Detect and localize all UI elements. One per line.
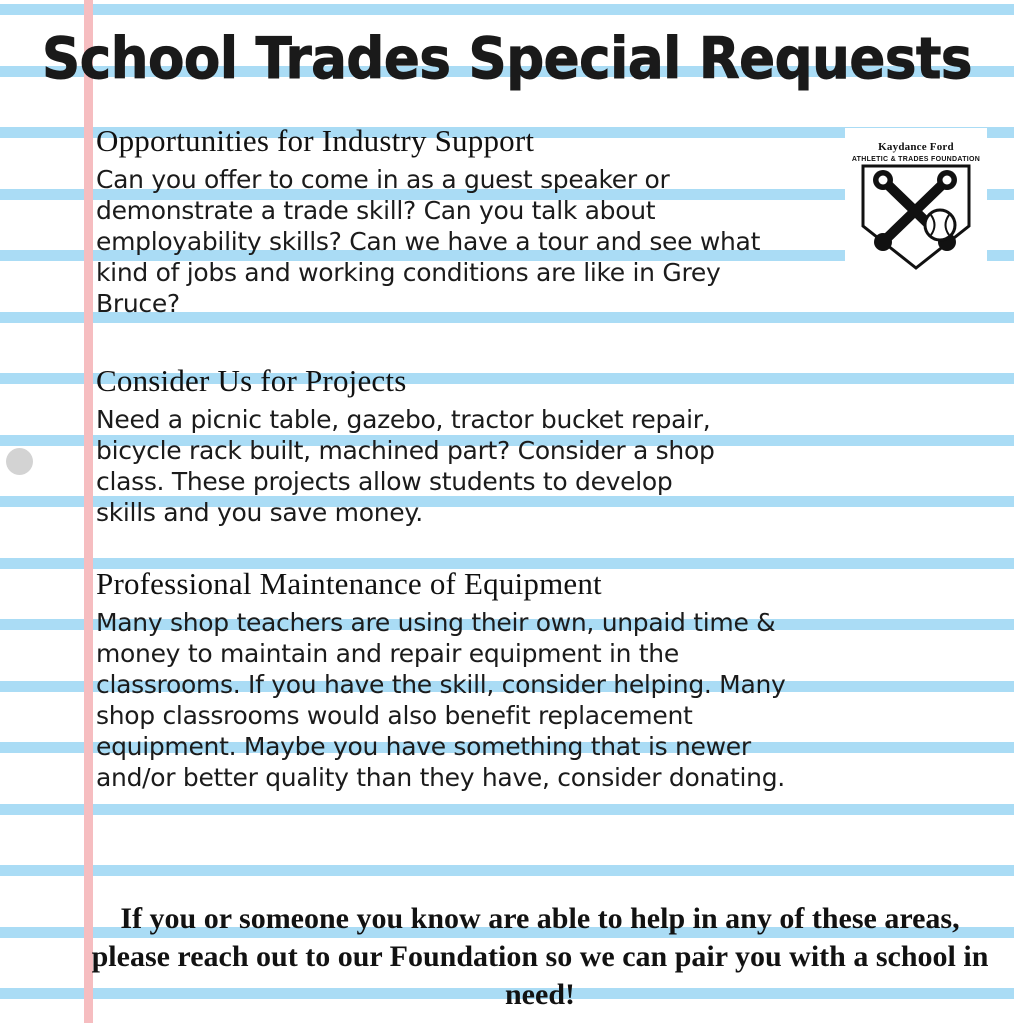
page-title: School Trades Special Requests [42, 26, 972, 92]
foundation-logo [845, 128, 987, 284]
section-body: Can you offer to come in as a guest speaker or demonstrate a trade skill? Can you talk about employability skills? Can we have a tour and see what kind of jobs and working conditions are like in Grey Bruce? [96, 165, 761, 318]
footer-call-to-action: If you or someone you know are able to help in any of these areas, please reach out to our Foundation so we can pair you with a school in need! [91, 902, 989, 1011]
section-industry-support [96, 122, 796, 319]
section-body: Need a picnic table, gazebo, tractor bucket repair, bicycle rack built, machined part? Consider a shop class. These projects allow students to develop skills and you save money. [96, 405, 715, 527]
section-projects [96, 362, 736, 528]
section-equipment-maintenance [96, 565, 816, 793]
logo-tagline: ATHLETIC & TRADES FOUNDATION [851, 156, 981, 163]
section-heading: Opportunities for Industry Support [96, 123, 535, 158]
section-body: Many shop teachers are using their own, unpaid time & money to maintain and repair equipment in the classrooms. If you have the skill, consider helping. Many shop classrooms would also benefit replacement equipment. Maybe you have something that is newer and/or better quality than they have, consider donating. [96, 608, 786, 792]
section-heading: Professional Maintenance of Equipment [96, 566, 602, 601]
section-heading: Consider Us for Projects [96, 363, 407, 398]
logo-name: Kaydance Ford [878, 141, 954, 153]
